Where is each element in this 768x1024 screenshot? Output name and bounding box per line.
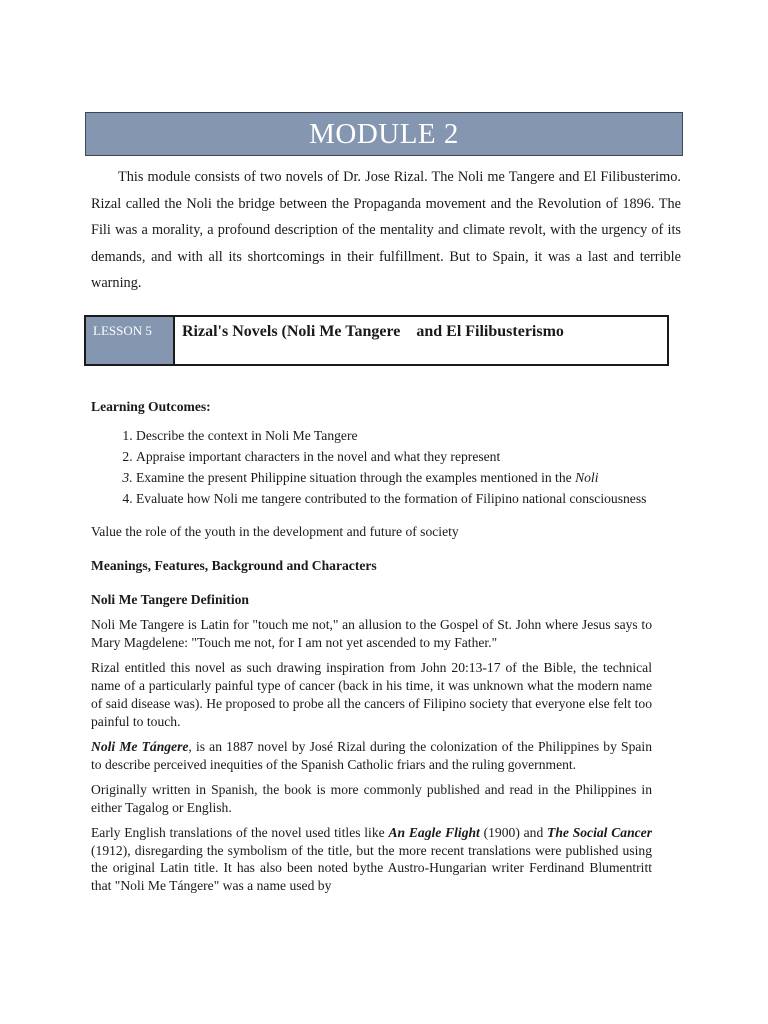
list-item: 1. Describe the context in Noli Me Tangere <box>136 427 652 445</box>
lesson-banner <box>84 315 669 366</box>
paragraph-text: (1900) and <box>479 825 548 841</box>
language-paragraph: Originally written in Spanish, the book is more commonly published and read in the Philippines in either Tagalog or English. <box>91 782 652 816</box>
lesson-content <box>91 398 652 895</box>
list-item: 2. Appraise important characters in the novel and what they represent <box>136 448 652 466</box>
list-item: 4. Evaluate how Noli me tangere contributed to the formation of Filipino national consciousness <box>136 490 652 508</box>
definition-paragraph: Noli Me Tangere is Latin for "touch me not," an allusion to the Gospel of St. John where Jesus says to Mary Magdelene: "Touch me not, for I am not yet ascended to my Father." <box>91 617 652 651</box>
translations-paragraph <box>91 824 652 894</box>
definition-paragraph: Rizal entitled this novel as such drawing inspiration from John 20:13-17 of the Bible, the technical name of a particularly painful type of cancer (back in his time, it was unknown what the modern name of said disease was). He proposed to probe all the cancers of Filipino society that everyone else felt too painful to touch. <box>91 660 652 730</box>
intro-paragraph: This module consists of two novels of Dr. Jose Rizal. The Noli me Tangere and El Filibusterimo. Rizal called the Noli the bridge between the Propaganda movement and the Revolution of 1896. The Fili was a morality, a profound description of the mentality and climate revolt, with the urgency of its demands, and with all its shortcomings in their fulfillment. But to Spain, it was a last and terrible warning. <box>91 169 681 292</box>
module-title: MODULE 2 <box>85 112 683 156</box>
novel-paragraph <box>91 738 652 774</box>
list-item <box>136 469 652 487</box>
section-heading: Meanings, Features, Background and Characters <box>91 558 377 574</box>
lesson-title: Rizal's Novels (Noli Me Tangere and El Filibusterismo <box>182 323 564 340</box>
paragraph-text: (1912), disregarding the symbolism of the title, but the more recent translations were published using the original Latin title. It has also been noted bythe Austro-Hungarian writer Ferdinand Blumentritt that "Noli Me Tángere" was a name used by <box>91 842 652 893</box>
paragraph-text: , is an 1887 novel by José Rizal during the colonization of the Philippines by Spain to describe perceived inequities of the Spanish Catholic friars and the ruling government. <box>91 739 652 773</box>
list-item-text: Examine the present Philippine situation through the examples mentioned in the <box>136 470 576 485</box>
learning-outcomes-heading: Learning Outcomes: <box>91 399 211 414</box>
novel-title: Noli Me Tángere <box>91 739 189 755</box>
learning-outcomes-list <box>91 427 652 508</box>
lesson-tag: LESSON 5 <box>86 317 175 364</box>
list-item-italic: Noli <box>575 470 599 485</box>
definition-heading: Noli Me Tangere Definition <box>91 592 249 608</box>
translation-title: The Social Cancer <box>547 825 652 841</box>
translation-title: An Eagle Flight <box>388 825 480 841</box>
value-statement: Value the role of the youth in the development and future of society <box>91 524 459 540</box>
paragraph-text: Early English translations of the novel used titles like <box>91 825 389 841</box>
